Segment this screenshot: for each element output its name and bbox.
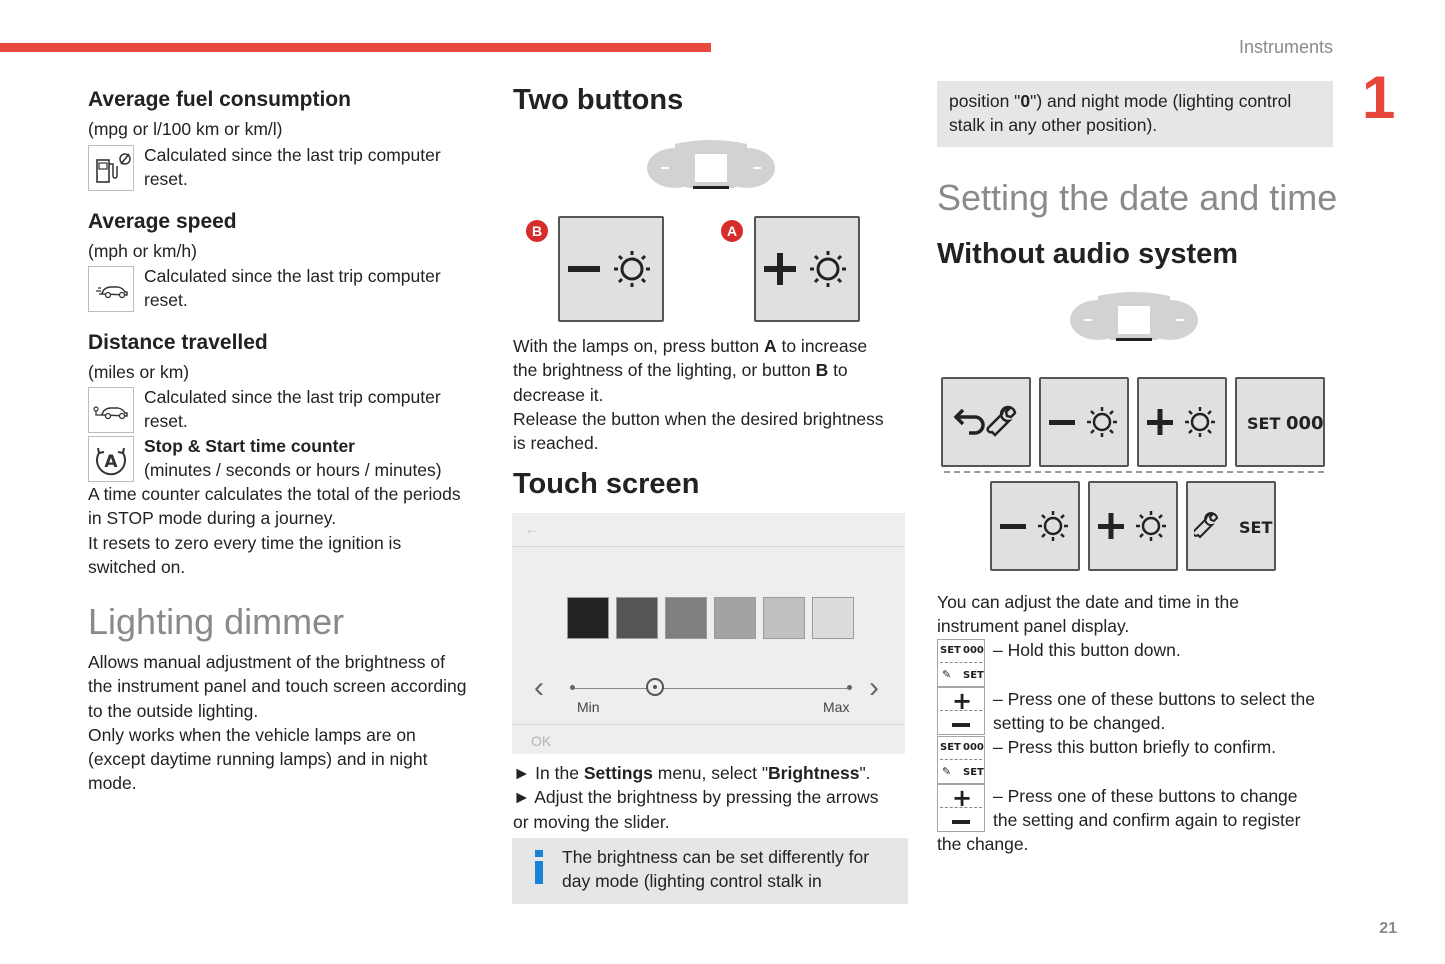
date-step-2: – Press one of these buttons to select the [993,689,1316,709]
page-number: 21 [1379,920,1397,937]
lighting-dimmer-heading: Lighting dimmer [88,601,345,642]
stopstart-title: Stop & Start time counter [144,436,355,456]
touch-step-1 [513,761,913,785]
info-note [512,838,908,904]
slider-max-label: Max [823,699,850,715]
left-arrow-icon[interactable]: ‹ [534,671,544,704]
touch-step-2-cont: or moving the slider. [513,811,670,832]
brightness-increase-button-a[interactable] [754,216,860,322]
two-buttons-line: With the lamps on, press button A to increase [513,336,868,356]
slider-min-label: Min [577,699,600,715]
mini-set-label: SET [940,742,961,753]
back-arrow-icon[interactable]: ← [524,521,540,538]
minus-brightness-button[interactable] [1039,377,1129,467]
brightness-decrease-button-b[interactable] [558,216,664,322]
info-note-line2: day mode (lighting control stalk in [562,871,822,892]
car-speed-icon [88,266,134,312]
brightness-swatch[interactable] [616,597,658,639]
dimmer-line: (except daytime running lamps) and in night [88,749,428,770]
brightness-swatch[interactable] [567,597,609,639]
speed-units: (mph or km/h) [88,241,197,261]
plus-sun-icon [1090,483,1176,569]
dimmer-line: to the outside lighting. [88,700,259,721]
continued-note [937,81,1333,147]
section-name: Instruments [1238,37,1333,57]
set-000-wrench-set-mini-icon [937,639,985,687]
minus-brightness-button-alt[interactable] [990,481,1080,571]
brightness-option-label: Brightness [768,763,860,783]
date-intro-line1: You can adjust the date and time in the [937,592,1239,612]
svg-text:A: A [104,452,118,472]
note-line1-pre: position " [949,91,1021,111]
stopstart-line: in STOP mode during a journey. [88,508,337,529]
date-step-2-cont: setting to be changed. [993,713,1166,734]
stopstart-units: (minutes / seconds or hours / minutes) [144,460,442,481]
mini-set-label: SET [963,670,984,681]
touch-step-1-pre: ► In the [513,763,584,783]
wrench-set-button[interactable] [1186,481,1276,571]
wrench-icon [1194,511,1226,543]
fuel-units: (mpg or l/100 km or km/l) [88,119,283,139]
date-step-4-end: the change. [937,834,1029,854]
date-step-4: – Press one of these buttons to change [993,786,1298,806]
header-accent-bar [0,43,711,52]
dimmer-line: Allows manual adjustment of the brightness of [88,652,445,672]
dimmer-line: mode. [88,773,137,794]
speed-title: Average speed [88,210,237,233]
continued-note-line2: stalk in any other position). [949,115,1158,136]
stopstart-line: It resets to zero every time the ignition is [88,532,402,553]
right-arrow-icon[interactable]: › [869,671,879,704]
info-icon [532,850,546,884]
two-buttons-heading: Two buttons [513,84,684,116]
distance-units: (miles or km) [88,362,190,382]
slider-min-dot [570,685,575,690]
fuel-title: Average fuel consumption [88,88,351,111]
fuel-desc-line1: Calculated since the last trip computer [144,145,441,165]
touch-step-1-post: ". [859,763,871,783]
touch-screen-mockup [512,513,905,754]
mini-wrench-icon: ✎ [942,765,952,778]
distance-desc-line1: Calculated since the last trip computer [144,387,441,407]
mini-set-label: SET [940,645,961,656]
brightness-swatch[interactable] [665,597,707,639]
brightness-swatch[interactable] [812,597,854,639]
minus-sun-icon [560,218,662,320]
ok-button[interactable]: OK [531,733,552,749]
dashed-separator [944,471,1324,473]
two-buttons-line: Release the button when the desired brightness [513,408,884,429]
slider-max-dot [847,685,852,690]
set-value: 000 [1286,413,1324,434]
brightness-swatch[interactable] [763,597,805,639]
button-a-badge: A [721,220,743,242]
plus-minus-mini-icon: + [937,784,985,832]
continued-note-line1 [949,89,1329,113]
two-buttons-line: is reached. [513,433,599,454]
button-b-badge: B [526,220,548,242]
set-label: SET [1239,518,1273,537]
stopstart-line: A time counter calculates the total of the periods [88,484,461,504]
plus-minus-mini-icon: + [937,687,985,735]
plus-sun-icon [756,218,858,320]
slider-track[interactable] [572,688,850,689]
dimmer-line: the instrument panel and touch screen according [88,676,467,697]
speed-desc-line1: Calculated since the last trip computer [144,266,441,286]
distance-desc-line2: reset. [144,411,188,432]
distance-title: Distance travelled [88,331,268,354]
date-step-1: – Hold this button down. [993,640,1181,660]
car-distance-icon [88,387,134,433]
mini-set-value: 000 [963,742,984,753]
mini-set-label: SET [963,767,984,778]
set-000-wrench-set-mini-icon [937,736,985,784]
fuel-pump-icon [88,145,134,191]
minus-sun-icon [1041,379,1127,465]
note-line1-post: ") and night mode (lighting control [1030,91,1292,111]
plus-brightness-button-alt[interactable] [1088,481,1178,571]
mini-wrench-icon: ✎ [942,668,952,681]
without-audio-heading: Without audio system [937,238,1239,270]
two-buttons-line: the brightness of the lighting, or button B to [513,360,848,381]
plus-sun-icon [1139,379,1225,465]
info-note-line1: The brightness can be set differently for [562,847,870,867]
instrument-panel-icon [645,138,777,199]
chapter-number: 1 [1362,64,1396,131]
touch-screen-heading: Touch screen [513,468,700,500]
dimmer-line: Only works when the vehicle lamps are on [88,724,416,745]
brightness-swatch[interactable] [714,597,756,639]
date-step-4-cont: the setting and confirm again to register [993,810,1301,831]
plus-brightness-button[interactable] [1137,377,1227,467]
fuel-desc-line2: reset. [144,169,188,190]
date-step-3: – Press this button briefly to confirm. [993,737,1277,757]
settings-menu-label: Settings [583,763,653,783]
date-intro-line2: instrument panel display. [937,616,1130,637]
stopstart-line: switched on. [88,556,186,577]
back-wrench-icon [943,379,1029,465]
mini-set-value: 000 [963,645,984,656]
speed-desc-line2: reset. [144,290,188,311]
set-label: SET [1247,414,1281,433]
minus-sun-icon [992,483,1078,569]
stop-start-icon [88,436,134,482]
slider-knob[interactable] [646,678,664,696]
two-buttons-line: decrease it. [513,384,604,405]
set-000-button[interactable] [1235,377,1325,467]
touch-step-1-mid: menu, select " [652,763,769,783]
date-time-heading: Setting the date and time [937,177,1338,218]
note-line1-bold: 0 [1020,91,1031,111]
touch-step-2: ► Adjust the brightness by pressing the arrows [513,787,879,808]
instrument-panel-icon [1068,290,1200,351]
back-wrench-button[interactable] [941,377,1031,467]
